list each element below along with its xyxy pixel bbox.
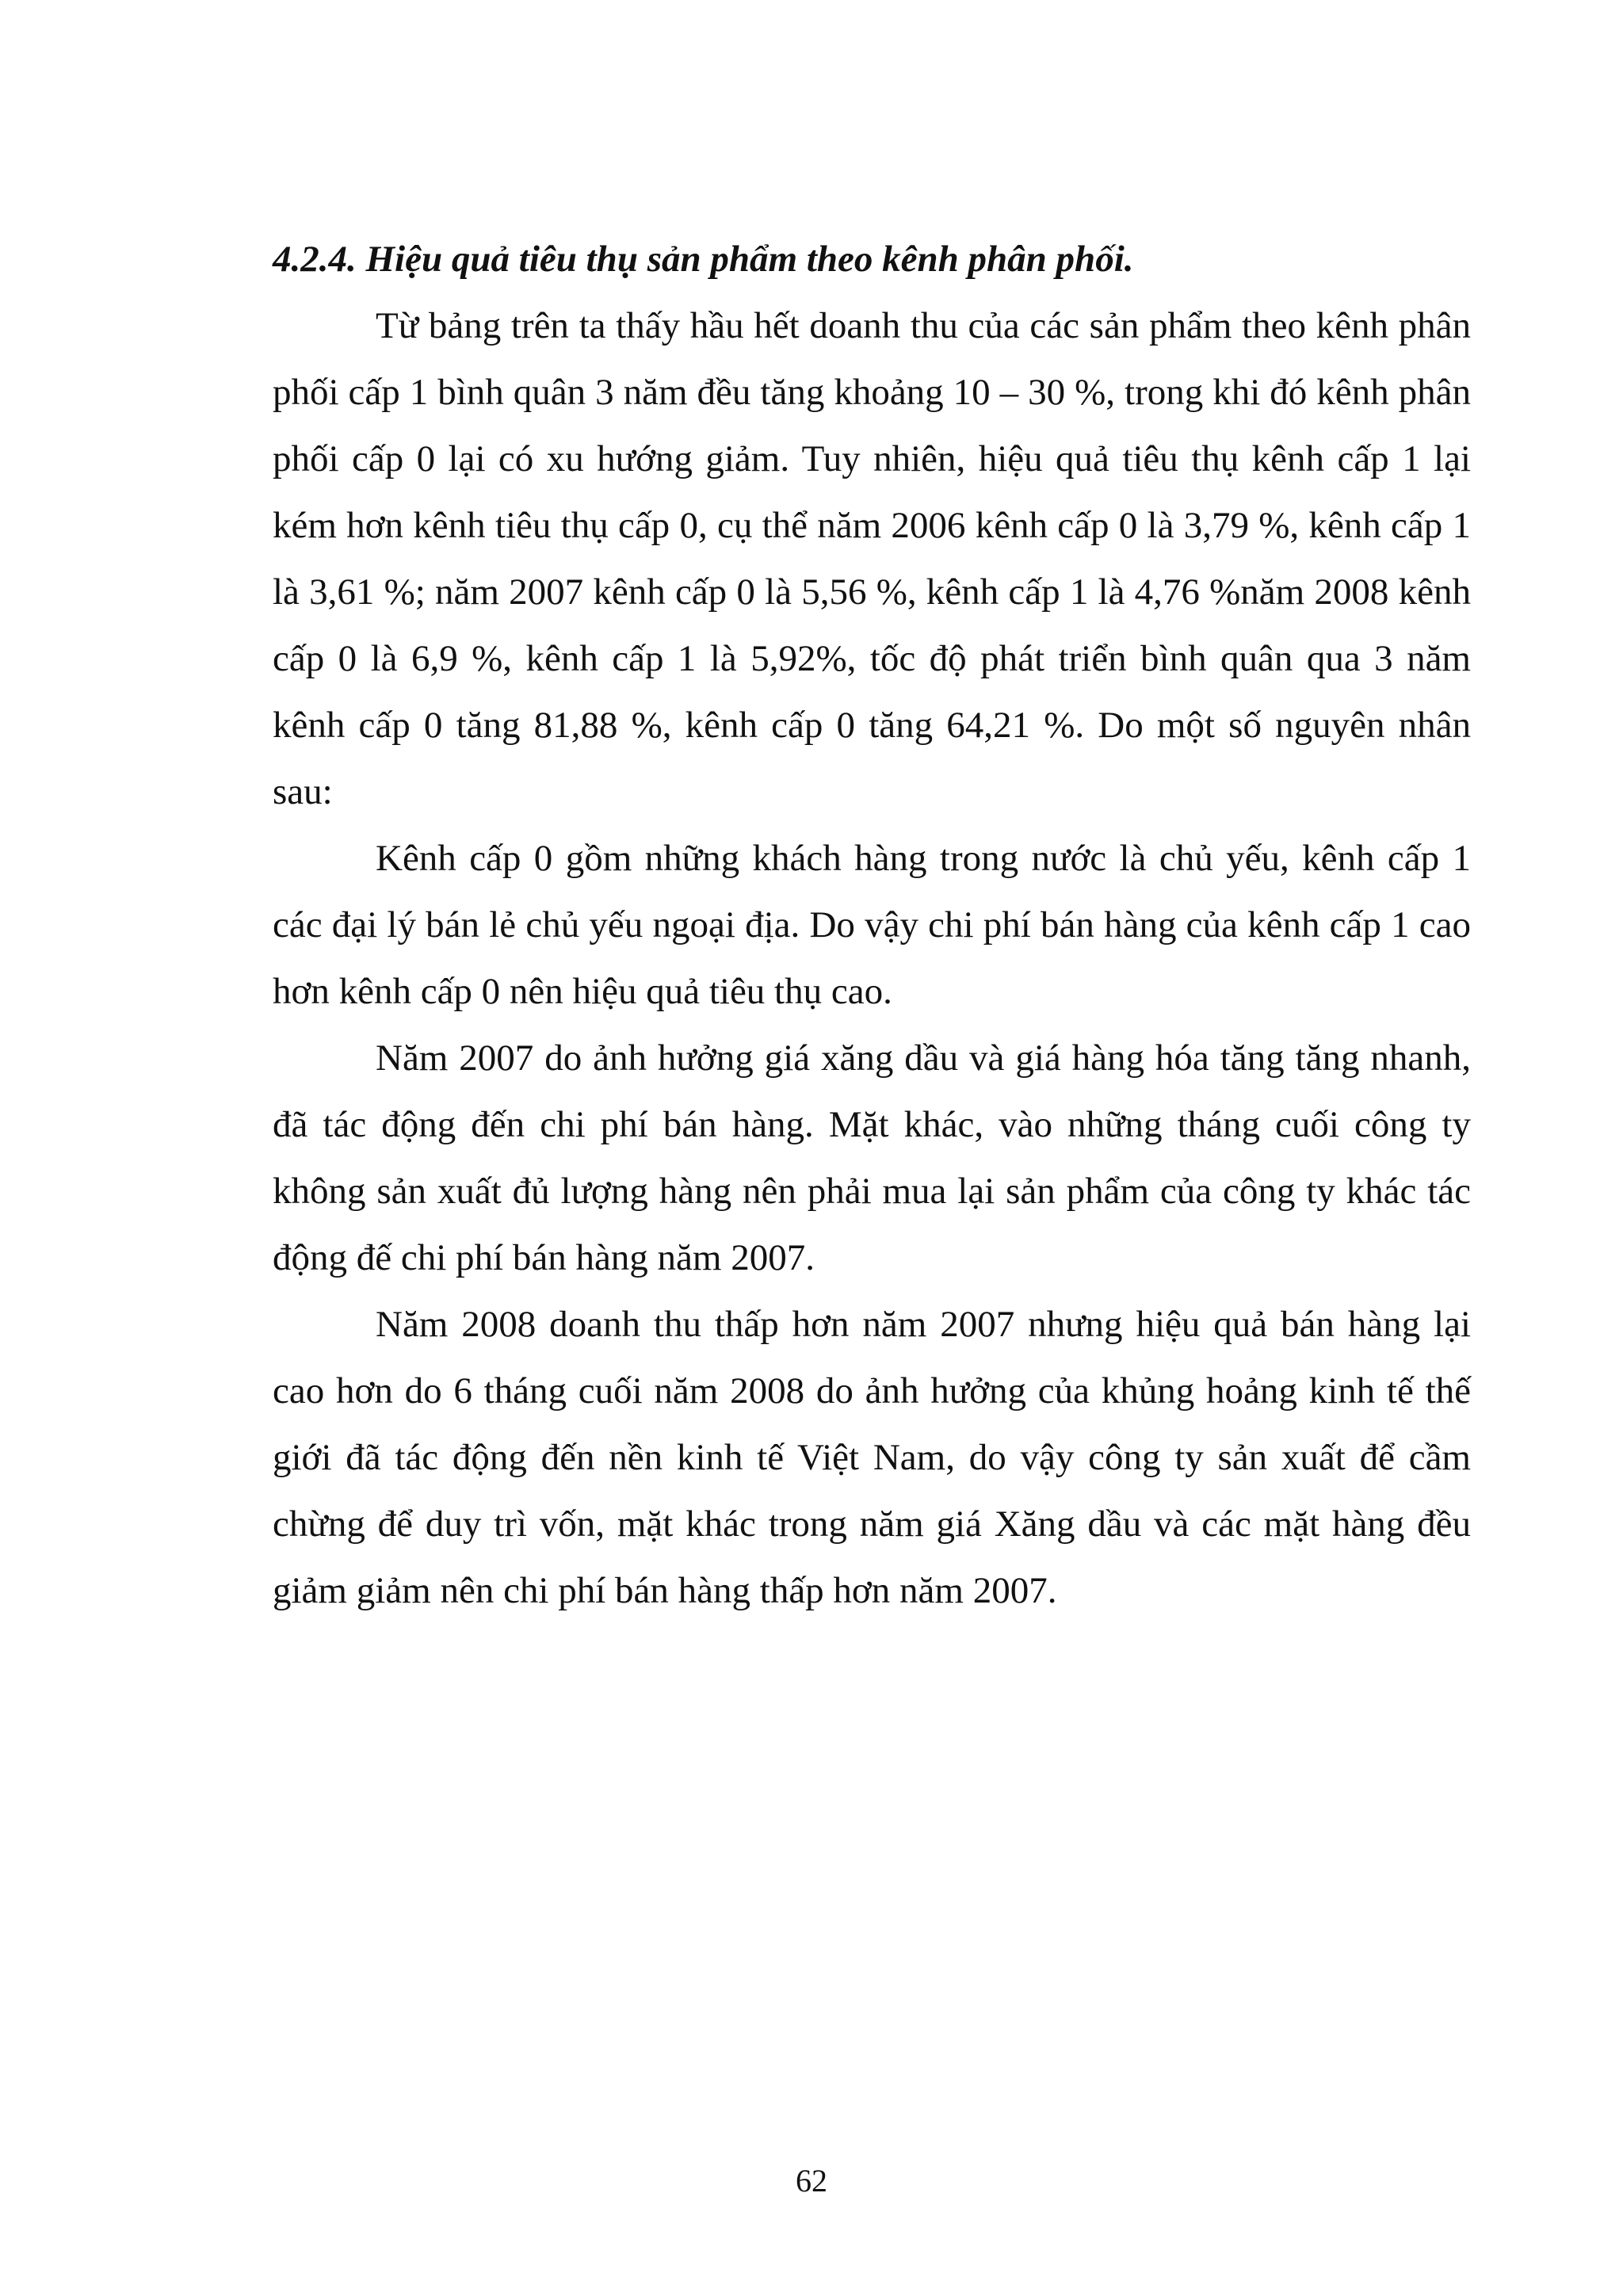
page-content	[273, 226, 1471, 1624]
paragraph-1: Từ bảng trên ta thấy hầu hết doanh thu của các sản phẩm theo kênh phân phối cấp 1 bình quân 3 năm đều tăng khoảng 10 – 30 %, trong khi đó kênh phân phối cấp 0 lại có xu hướng giảm. Tuy nhiên, hiệu quả tiêu thụ kênh cấp 1 lại kém hơn kênh tiêu thụ cấp 0, cụ thể năm 2006 kênh cấp 0 là 3,79 %, kênh cấp 1 là 3,61 %; năm 2007 kênh cấp 0 là 5,56 %, kênh cấp 1 là 4,76 %năm 2008 kênh cấp 0 là 6,9 %, kênh cấp 1 là 5,92%, tốc độ phát triển bình quân qua 3 năm kênh cấp 0 tăng 81,88 %, kênh cấp 0 tăng 64,21 %. Do một số nguyên nhân sau:	[273, 305, 1471, 812]
page-number: 62	[796, 2163, 827, 2199]
paragraph-4: Năm 2008 doanh thu thấp hơn năm 2007 nhưng hiệu quả bán hàng lại cao hơn do 6 tháng cuối năm 2008 do ảnh hưởng của khủng hoảng kinh tế thế giới đã tác động đến nền kinh tế Việt Nam, do vậy công ty sản xuất để cầm chừng để duy trì vốn, mặt khác trong năm giá Xăng dầu và các mặt hàng đều giảm giảm nên chi phí bán hàng thấp hơn năm 2007.	[273, 1304, 1471, 1611]
section-heading: 4.2.4. Hiệu quả tiêu thụ sản phẩm theo kênh phân phối.	[273, 239, 1134, 280]
paragraph-3: Năm 2007 do ảnh hưởng giá xăng dầu và giá hàng hóa tăng tăng nhanh, đã tác động đến chi phí bán hàng. Mặt khác, vào những tháng cuối công ty không sản xuất đủ lượng hàng nên phải mua lại sản phẩm của công ty khác tác động đế chi phí bán hàng năm 2007.	[273, 1037, 1471, 1278]
paragraph-2: Kênh cấp 0 gồm những khách hàng trong nước là chủ yếu, kênh cấp 1 các đại lý bán lẻ chủ yếu ngoại địa. Do vậy chi phí bán hàng của kênh cấp 1 cao hơn kênh cấp 0 nên hiệu quả tiêu thụ cao.	[273, 838, 1471, 1012]
